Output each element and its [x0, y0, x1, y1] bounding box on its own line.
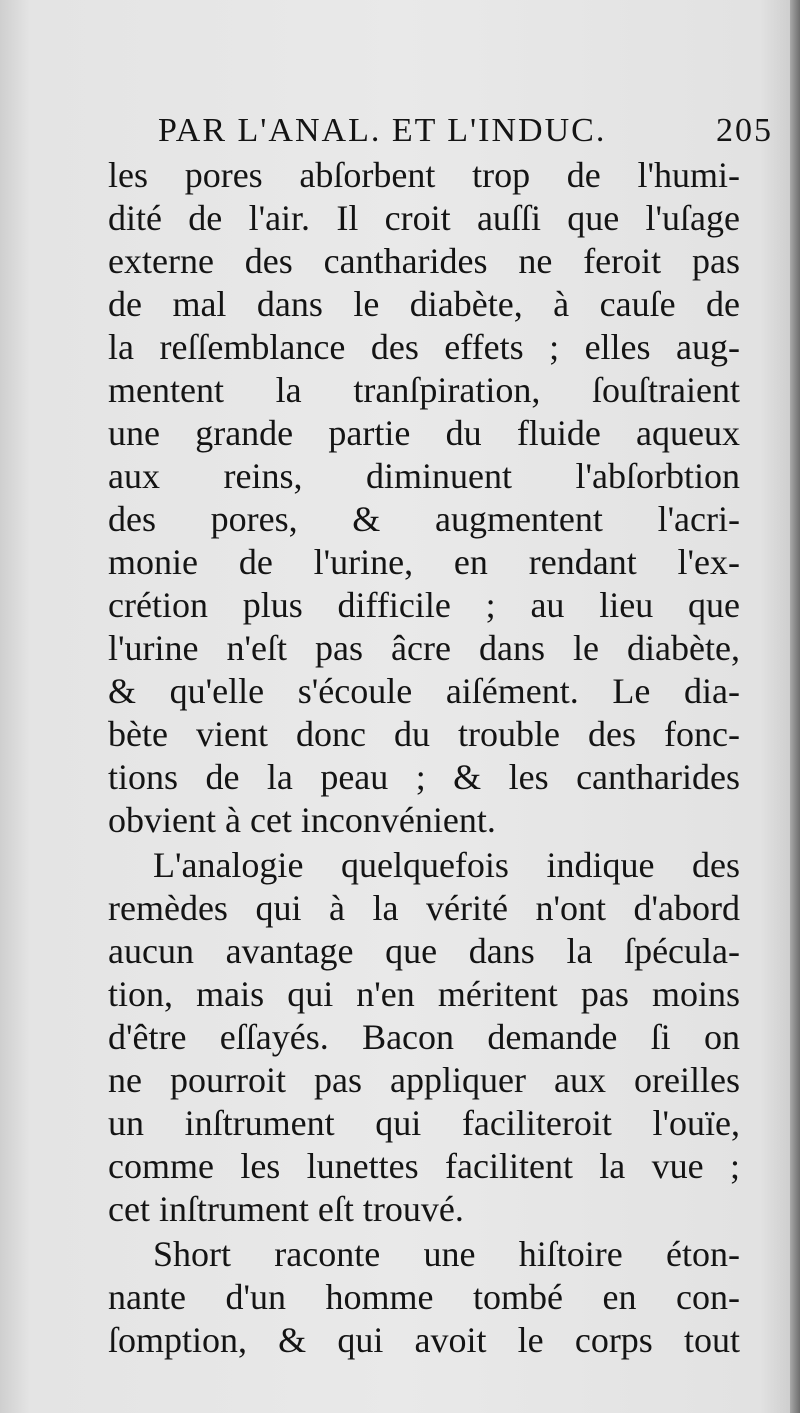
text-line: aux reins, diminuent l'abſorbtion — [108, 456, 740, 496]
running-title: PAR L'ANAL. ET L'INDUC. — [158, 112, 607, 149]
text-line: & qu'elle s'écoule aiſément. Le dia- — [108, 671, 740, 711]
text-line: mentent la tranſpiration, ſouſtraient — [108, 370, 740, 410]
paragraph-first-line: Short raconte une hiſtoire éton- — [153, 1234, 740, 1274]
text-line: un inſtrument qui faciliteroit l'ouïe, — [108, 1103, 740, 1143]
text-line: des pores, & augmentent l'acri- — [108, 499, 740, 539]
text-line: tions de la peau ; & les cantharides — [108, 757, 740, 797]
text-line: nante d'un homme tombé en con- — [108, 1277, 740, 1317]
page-number: 205 — [716, 112, 773, 149]
text-line: la reſſemblance des effets ; elles aug- — [108, 327, 740, 367]
text-line: ne pourroit pas appliquer aux oreilles — [108, 1060, 740, 1100]
text-line: cet inſtrument eſt trouvé. — [108, 1189, 464, 1229]
text-line: monie de l'urine, en rendant l'ex- — [108, 542, 740, 582]
text-line: crétion plus difficile ; au lieu que — [108, 585, 740, 625]
text-line: tion, mais qui n'en méritent pas moins — [108, 974, 740, 1014]
text-line: ſomption, & qui avoit le corps tout — [108, 1320, 740, 1360]
text-line: externe des cantharides ne feroit pas — [108, 241, 740, 281]
text-line: dité de l'air. Il croit auſſi que l'uſage — [108, 198, 740, 238]
text-line: l'urine n'eſt pas âcre dans le diabète, — [108, 628, 740, 668]
page-gutter-shadow — [790, 0, 800, 1413]
text-line: d'être eſſayés. Bacon demande ſi on — [108, 1017, 740, 1057]
text-line: les pores abſorbent trop de l'humi- — [108, 155, 740, 195]
text-line: obvient à cet inconvénient. — [108, 800, 496, 840]
text-line: aucun avantage que dans la ſpécula- — [108, 931, 740, 971]
text-line: de mal dans le diabète, à cauſe de — [108, 284, 740, 324]
text-line: une grande partie du fluide aqueux — [108, 413, 740, 453]
text-line: remèdes qui à la vérité n'ont d'abord — [108, 888, 740, 928]
paragraph-first-line: L'analogie quelquefois indique des — [153, 845, 740, 885]
text-line: bète vient donc du trouble des fonc- — [108, 714, 740, 754]
text-line: comme les lunettes facilitent la vue ; — [108, 1146, 740, 1186]
